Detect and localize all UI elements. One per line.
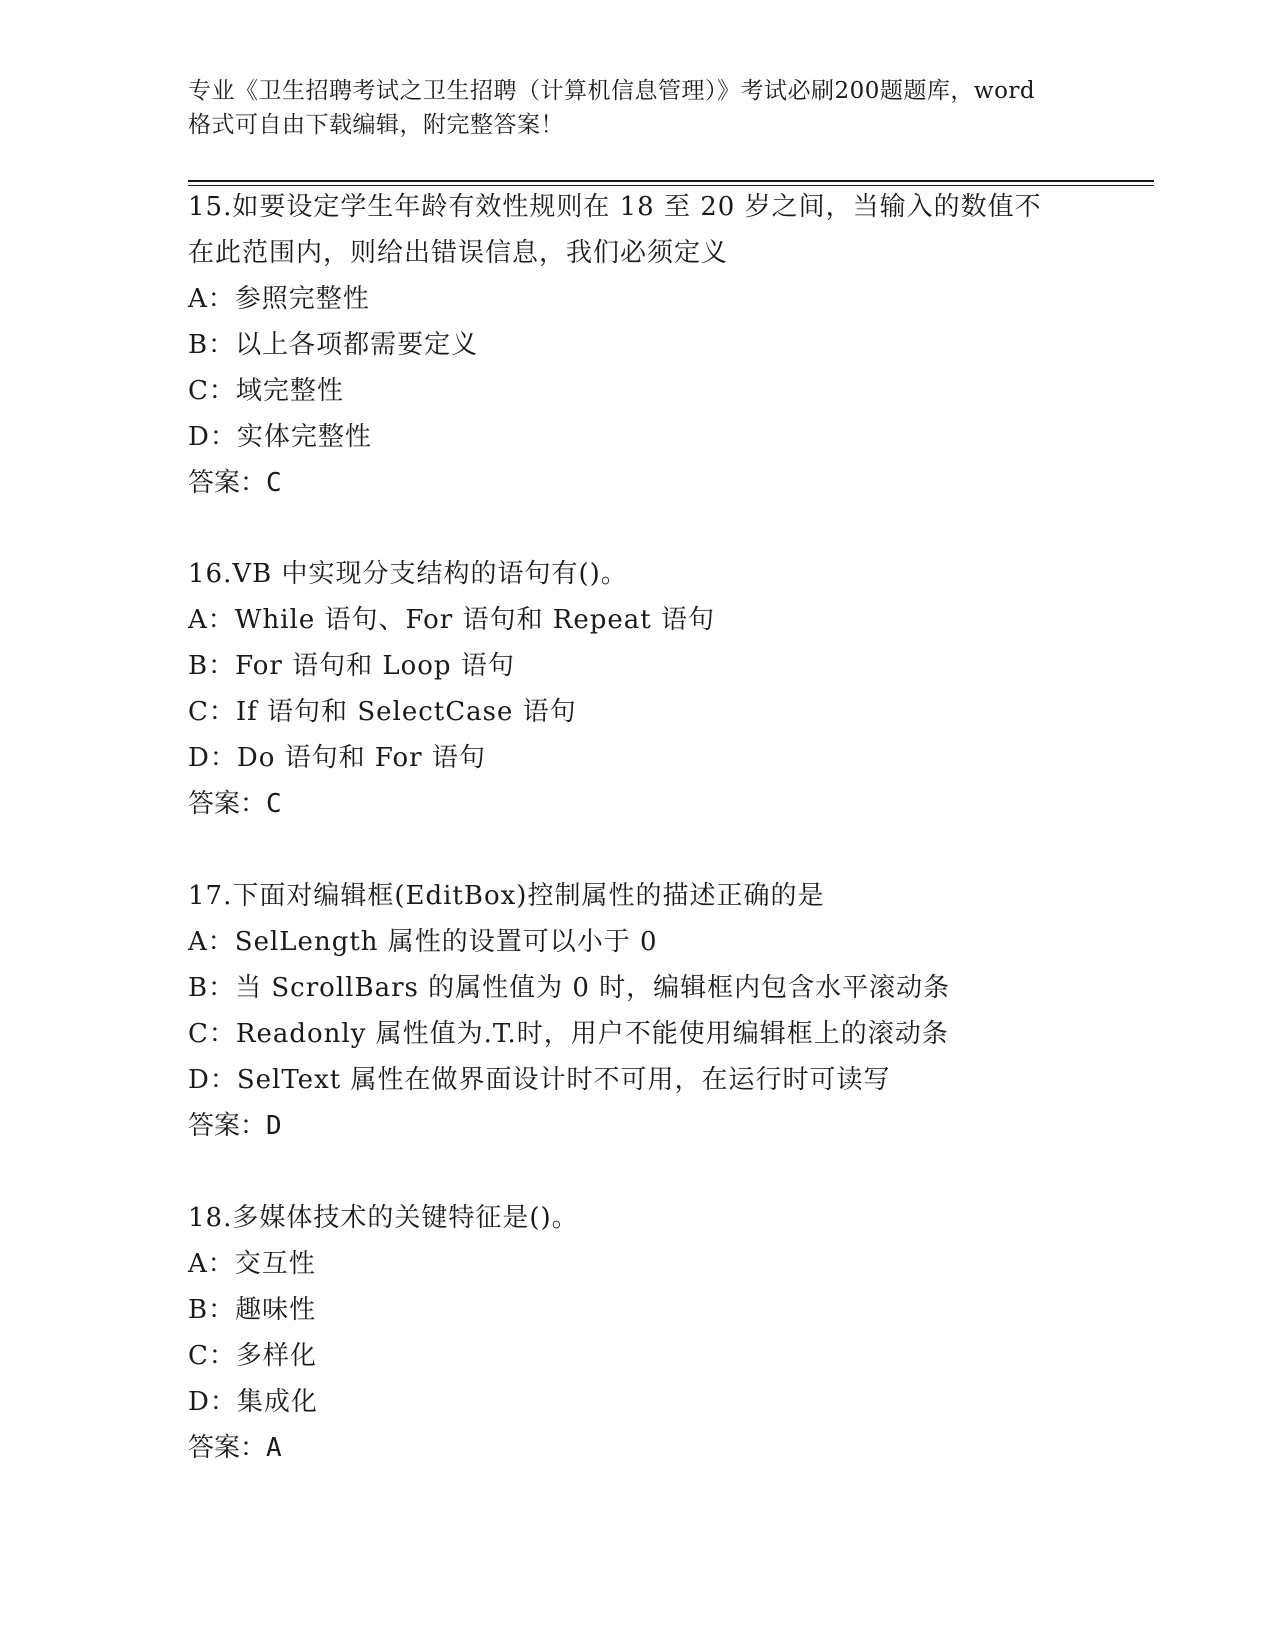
question-17 xyxy=(188,873,1108,1149)
option-a: A：参照完整性 xyxy=(188,284,370,314)
document-header xyxy=(188,74,1088,142)
option-a: A：交互性 xyxy=(188,1249,316,1279)
header-line-2: 格式可自由下载编辑，附完整答案！ xyxy=(188,112,564,138)
answer-label: 答案： xyxy=(188,789,267,819)
answer-value: C xyxy=(266,789,282,819)
answer-line xyxy=(188,1103,1108,1149)
answer-value: C xyxy=(266,468,282,498)
answer-line xyxy=(188,781,1108,827)
option-c: C：多样化 xyxy=(188,1341,317,1371)
option-a: A：While 语句、For 语句和 Repeat 语句 xyxy=(188,605,715,635)
question-stem-line: 16.VB 中实现分支结构的语句有()。 xyxy=(188,559,628,589)
answer-label: 答案： xyxy=(188,1111,267,1141)
option-b: B：趣味性 xyxy=(188,1295,317,1325)
answer-value: A xyxy=(266,1433,282,1463)
answer-label: 答案： xyxy=(188,1433,267,1463)
option-d: D：实体完整性 xyxy=(188,422,372,452)
option-b: B：For 语句和 Loop 语句 xyxy=(188,651,515,681)
answer-line xyxy=(188,1425,1108,1471)
answer-line xyxy=(188,460,1108,506)
header-line-1: 专业《卫生招聘考试之卫生招聘（计算机信息管理）》考试必刷200题题库，word xyxy=(188,78,1036,104)
question-18 xyxy=(188,1195,1108,1471)
answer-value: D xyxy=(266,1111,282,1141)
option-c: C：Readonly 属性值为.T.时，用户不能使用编辑框上的滚动条 xyxy=(188,1019,949,1049)
question-stem-line: 17.下面对编辑框(EditBox)控制属性的描述正确的是 xyxy=(188,881,825,911)
option-d: D：SelText 属性在做界面设计时不可用，在运行时可读写 xyxy=(188,1065,891,1095)
option-b: B：当 ScrollBars 的属性值为 0 时，编辑框内包含水平滚动条 xyxy=(188,973,951,1003)
option-a: A：SelLength 属性的设置可以小于 0 xyxy=(188,927,658,957)
question-stem-line: 15.如要设定学生年龄有效性规则在 18 至 20 岁之间，当输入的数值不 xyxy=(188,192,1042,222)
option-c: C：If 语句和 SelectCase 语句 xyxy=(188,697,577,727)
question-stem-line: 在此范围内，则给出错误信息，我们必须定义 xyxy=(188,238,729,268)
answer-label: 答案： xyxy=(188,468,267,498)
option-b: B：以上各项都需要定义 xyxy=(188,330,479,360)
header-rule-thick xyxy=(188,180,1154,182)
option-c: C：域完整性 xyxy=(188,376,344,406)
question-stem-line: 18.多媒体技术的关键特征是()。 xyxy=(188,1203,579,1233)
question-15 xyxy=(188,184,1108,506)
option-d: D：集成化 xyxy=(188,1387,318,1417)
question-16 xyxy=(188,551,1108,827)
option-d: D：Do 语句和 For 语句 xyxy=(188,743,486,773)
